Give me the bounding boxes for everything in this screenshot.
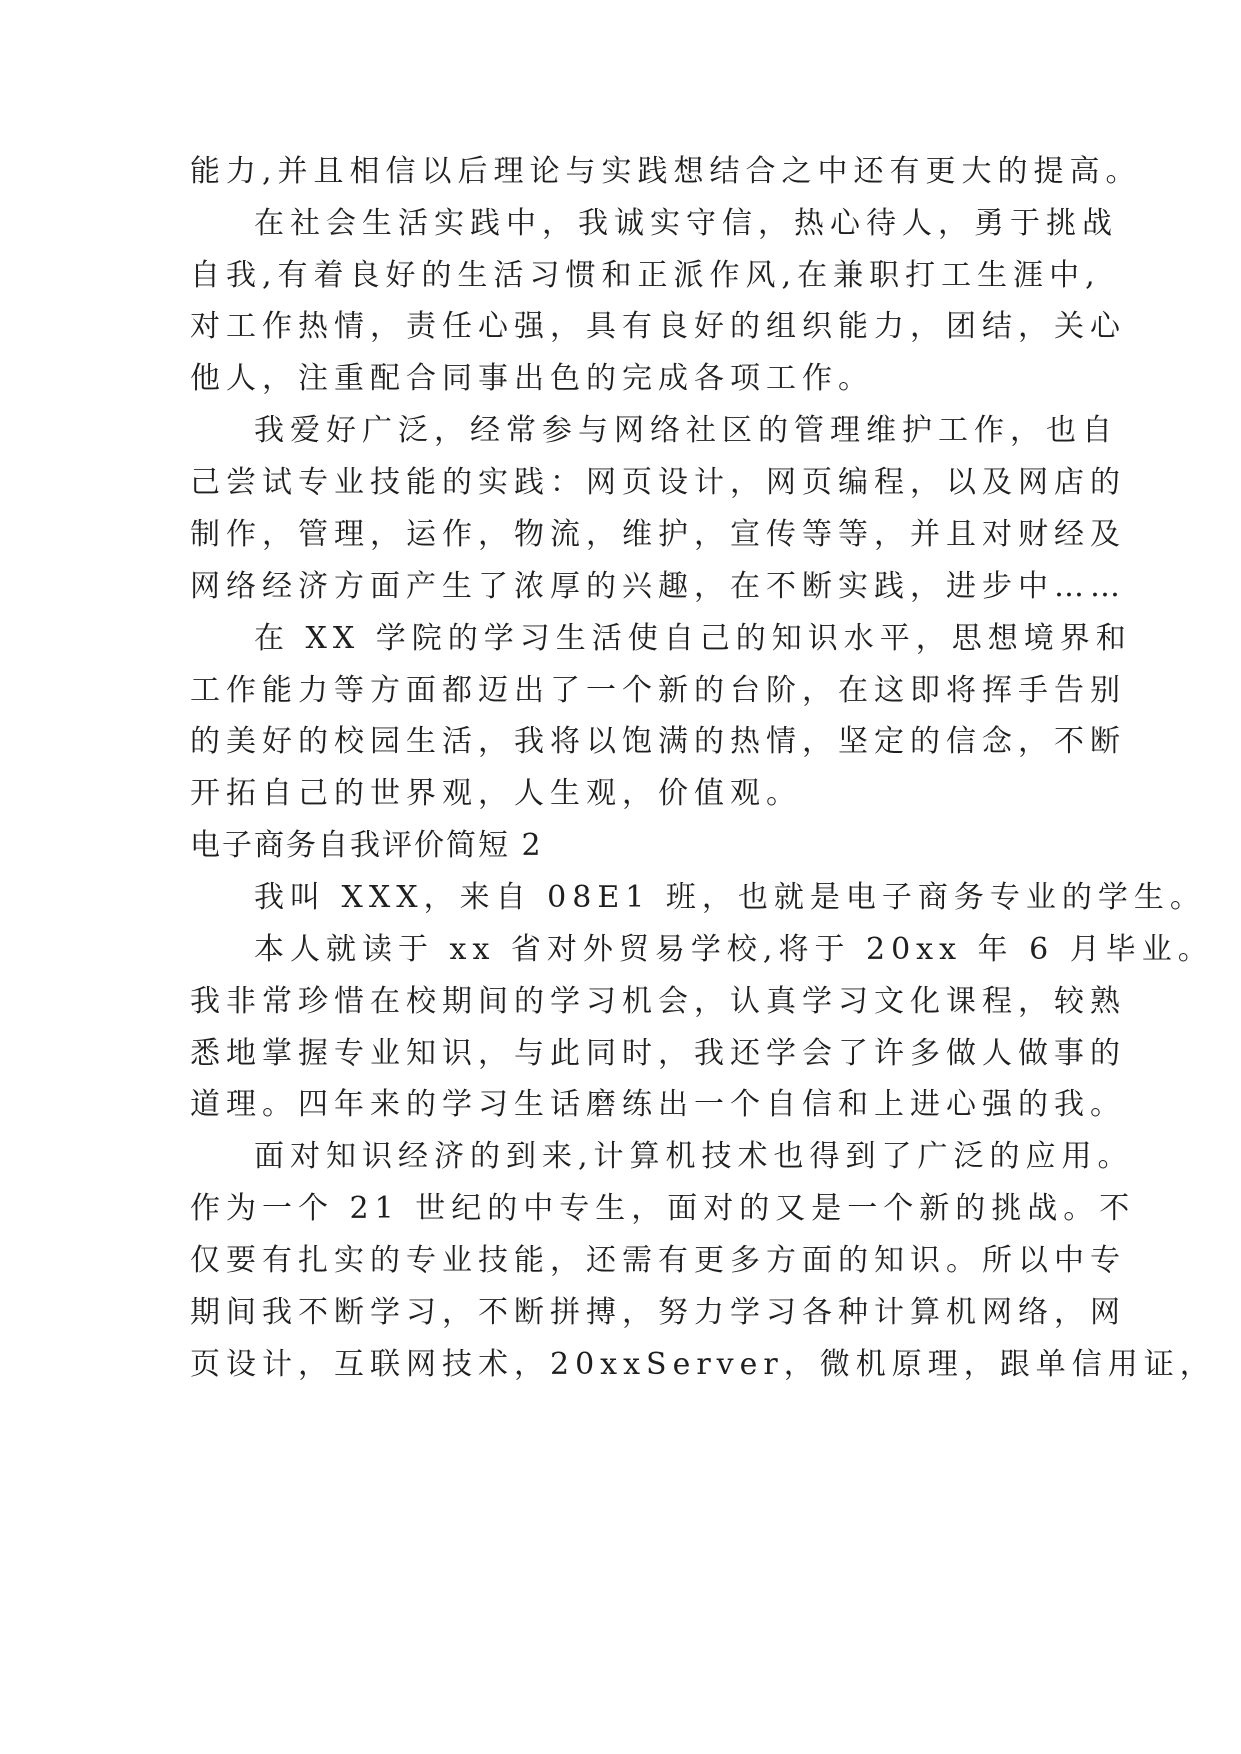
paragraph-line: 对工作热情，责任心强，具有良好的组织能力，团结，关心	[190, 309, 1126, 344]
paragraph-line: 自我,有着良好的生活习惯和正派作风,在兼职打工生涯中,	[190, 258, 1101, 293]
paragraph-line: 面对知识经济的到来,计算机技术也得到了广泛的应用。	[254, 1139, 1134, 1174]
paragraph-line: 我爱好广泛，经常参与网络社区的管理维护工作，也自	[254, 413, 1118, 448]
paragraph-line: 开拓自己的世界观，人生观，价值观。	[190, 776, 802, 811]
section-heading: 电子商务自我评价简短 2	[190, 828, 543, 863]
paragraph-line: 作为一个 21 世纪的中专生，面对的又是一个新的挑战。不	[190, 1191, 1136, 1226]
paragraph-line: 网络经济方面产生了浓厚的兴趣，在不断实践，进步中……	[190, 569, 1126, 604]
paragraph-line: 我非常珍惜在校期间的学习机会，认真学习文化课程，较熟	[190, 984, 1126, 1019]
paragraph-line: 能力,并且相信以后理论与实践想结合之中还有更大的提高。	[190, 154, 1142, 189]
paragraph-line: 悉地掌握专业知识，与此同时，我还学会了许多做人做事的	[190, 1036, 1126, 1071]
paragraph-line: 在 XX 学院的学习生活使自己的知识水平，思想境界和	[254, 621, 1132, 656]
paragraph-line: 的美好的校园生活，我将以饱满的热情，坚定的信念，不断	[190, 724, 1126, 759]
paragraph-line: 我叫 XXX，来自 08E1 班，也就是电子商务专业的学生。	[254, 880, 1206, 915]
paragraph-line: 本人就读于 xx 省对外贸易学校,将于 20xx 年 6 月毕业。	[254, 932, 1214, 967]
paragraph-line: 期间我不断学习，不断拼搏，努力学习各种计算机网络，网	[190, 1295, 1126, 1330]
paragraph-line: 己尝试专业技能的实践：网页设计，网页编程，以及网店的	[190, 465, 1126, 500]
paragraph-line: 工作能力等方面都迈出了一个新的台阶，在这即将挥手告别	[190, 673, 1126, 708]
paragraph-line: 他人，注重配合同事出色的完成各项工作。	[190, 361, 874, 396]
paragraph-line: 仅要有扎实的专业技能，还需有更多方面的知识。所以中专	[190, 1243, 1126, 1278]
paragraph-line: 在社会生活实践中，我诚实守信，热心待人，勇于挑战	[254, 206, 1118, 241]
paragraph-line: 制作，管理，运作，物流，维护，宣传等等，并且对财经及	[190, 517, 1126, 552]
paragraph-line: 道理。四年来的学习生话磨练出一个自信和上进心强的我。	[190, 1087, 1126, 1122]
paragraph-line: 页设计，互联网技术，20xxServer，微机原理，跟单信用证，	[190, 1347, 1216, 1382]
